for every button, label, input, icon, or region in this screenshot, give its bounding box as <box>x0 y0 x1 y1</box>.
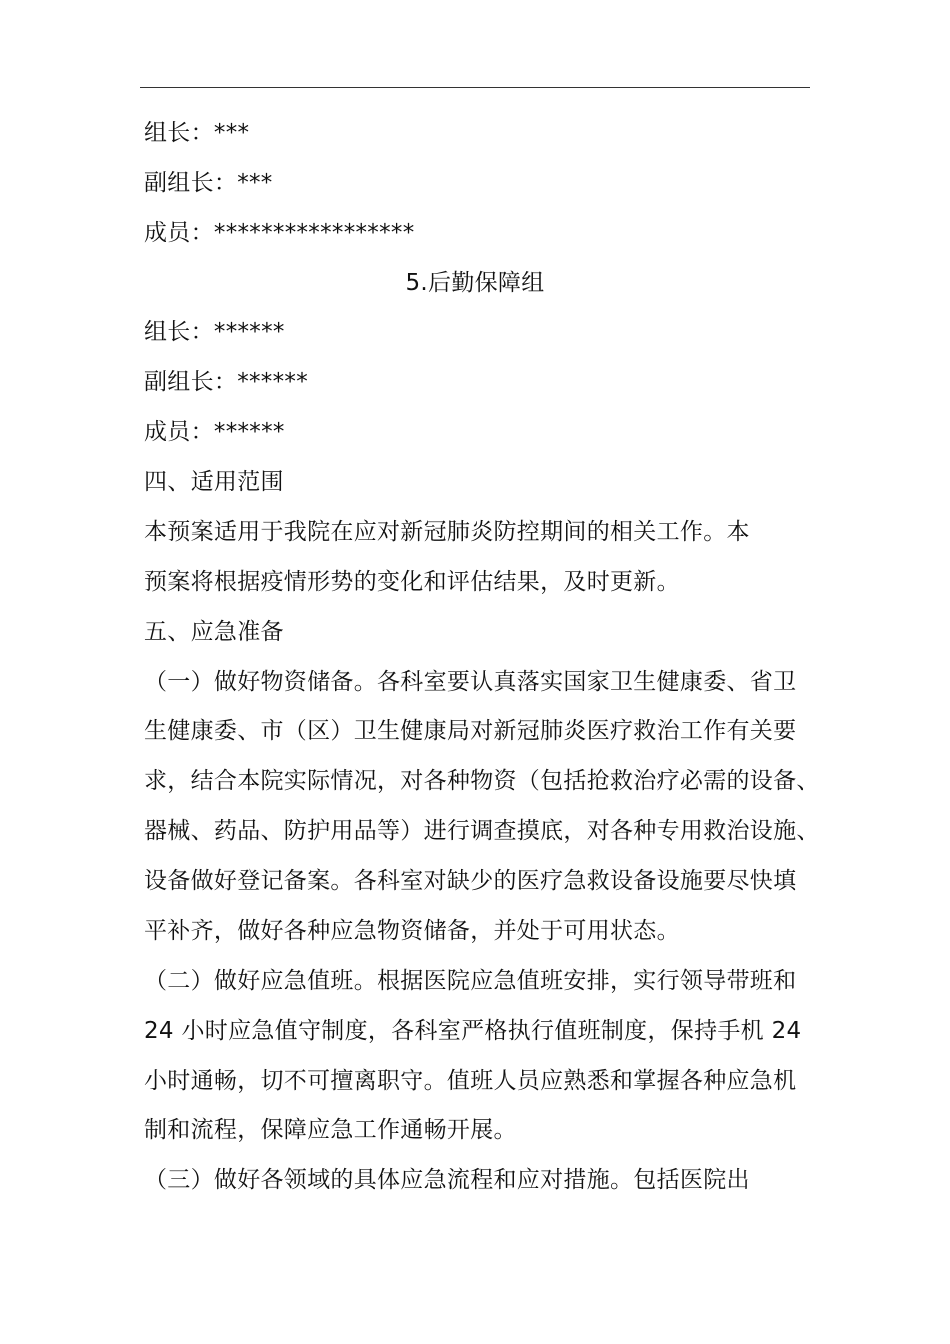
paragraph-line: 设备做好登记备案。各科室对缺少的医疗急救设备设施要尽快填 <box>144 868 797 894</box>
paragraph-line: 小时通畅，切不可擅离职守。值班人员应熟悉和掌握各种应急机 <box>144 1068 797 1094</box>
paragraph-line: （一）做好物资储备。各科室要认真落实国家卫生健康委、省卫 <box>144 669 797 695</box>
deputy-leader-line: 副组长：*** <box>144 170 273 196</box>
section-heading-preparation: 五、应急准备 <box>144 619 284 645</box>
paragraph-line: 24 小时应急值守制度，各科室严格执行值班制度，保持手机 24 <box>144 1018 802 1044</box>
paragraph-line: 生健康委、市（区）卫生健康局对新冠肺炎医疗救治工作有关要 <box>144 718 797 744</box>
paragraph-line: （二）做好应急值班。根据医院应急值班安排，实行领导带班和 <box>144 968 797 994</box>
paragraph-line: （三）做好各领域的具体应急流程和应对措施。包括医院出 <box>144 1167 750 1193</box>
leader-line: 组长：****** <box>144 319 285 345</box>
section-heading-scope: 四、适用范围 <box>144 469 284 495</box>
section-heading-logistics: 5.后勤保障组 <box>405 270 545 296</box>
header-rule <box>140 87 810 88</box>
paragraph-line: 制和流程，保障应急工作通畅开展。 <box>144 1117 517 1143</box>
paragraph-line: 求，结合本院实际情况，对各种物资（包括抢救治疗必需的设备、 <box>144 768 820 794</box>
members-line: 成员：****** <box>144 419 285 445</box>
deputy-leader-line: 副组长：****** <box>144 369 308 395</box>
paragraph-line: 平补齐，做好各种应急物资储备，并处于可用状态。 <box>144 918 680 944</box>
paragraph-line: 器械、药品、防护用品等）进行调查摸底，对各种专用救治设施、 <box>144 818 820 844</box>
paragraph-line: 预案将根据疫情形势的变化和评估结果，及时更新。 <box>144 569 680 595</box>
leader-line: 组长：*** <box>144 120 250 146</box>
members-line: 成员：***************** <box>144 220 415 246</box>
paragraph-line: 本预案适用于我院在应对新冠肺炎防控期间的相关工作。本 <box>144 519 750 545</box>
